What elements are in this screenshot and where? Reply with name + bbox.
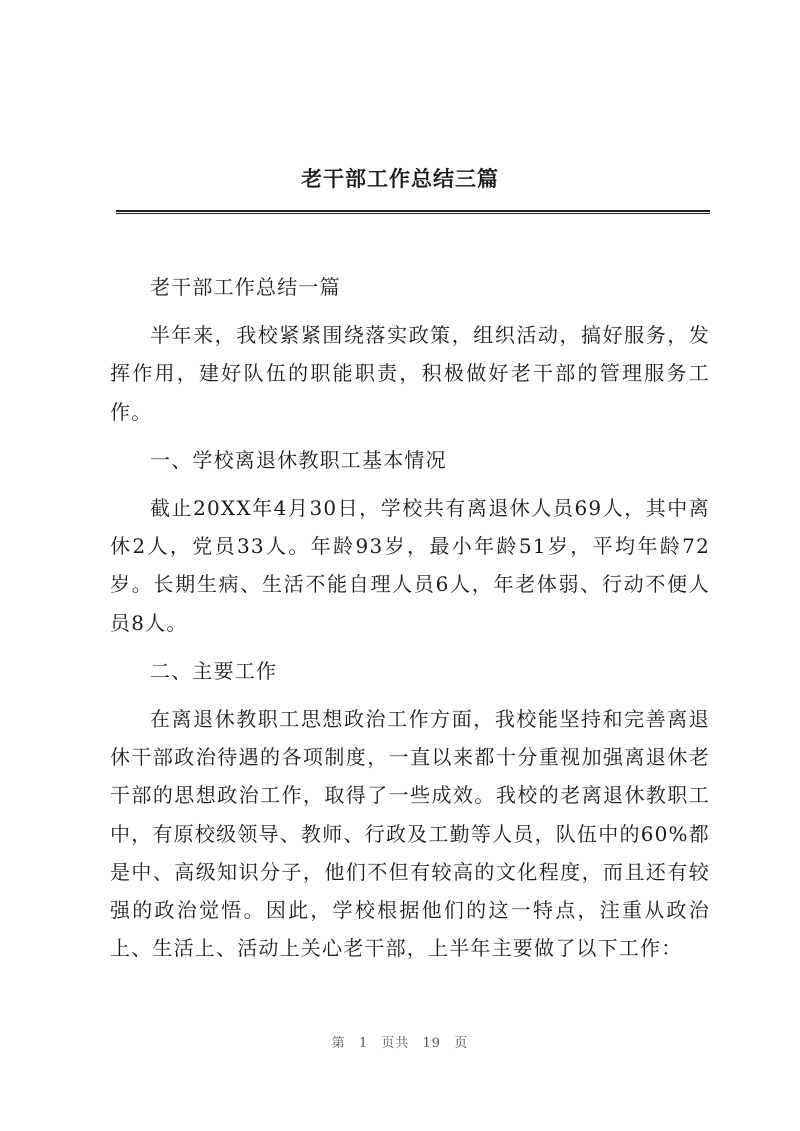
intro-paragraph: 半年来，我校紧紧围绕落实政策，组织活动，搞好服务，发挥作用，建好队伍的职能职责，积极做好老干部的管理服务工作。 (110, 323, 710, 424)
footer-page-number: 1 (358, 1036, 369, 1051)
page-footer (0, 1032, 800, 1051)
section-title: 老干部工作总结一篇 (150, 275, 341, 299)
footer-total-pages: 19 (422, 1036, 442, 1051)
title-underline (116, 210, 710, 214)
political-work-paragraph: 在离退休教职工思想政治工作方面，我校能坚持和完善离退休干部政治待遇的各项制度，一直以来都十分重视加强离退休老干部的思想政治工作，取得了一些成效。我校的老离退休教职工中，有原校级领导、教师、行政及工勤等人员，队伍中的60%都是中、高级知识分子，他们不但有较高的文化程度，而且还有较强的政治觉悟。因此，学校根据他们的这一特点，注重从政治上、生活上、活动上关心老干部，上半年主要做了以下工作： (110, 707, 710, 961)
footer-middle: 页共 (381, 1036, 410, 1051)
heading-basic-situation: 一、学校离退休教职工基本情况 (150, 447, 447, 472)
document-title: 老干部工作总结三篇 (301, 166, 499, 191)
statistics-paragraph: 截止20XX年4月30日，学校共有离退休人员69人，其中离休2人，党员33人。年龄93岁，最小年龄51岁，平均年龄72岁。长期生病、生活不能自理人员6人，年老体弱、行动不便人员8人。 (110, 496, 710, 635)
heading-main-work: 二、主要工作 (150, 658, 278, 683)
footer-prefix: 第 (331, 1036, 346, 1051)
document-body (110, 268, 710, 967)
footer-suffix: 页 (454, 1036, 469, 1051)
